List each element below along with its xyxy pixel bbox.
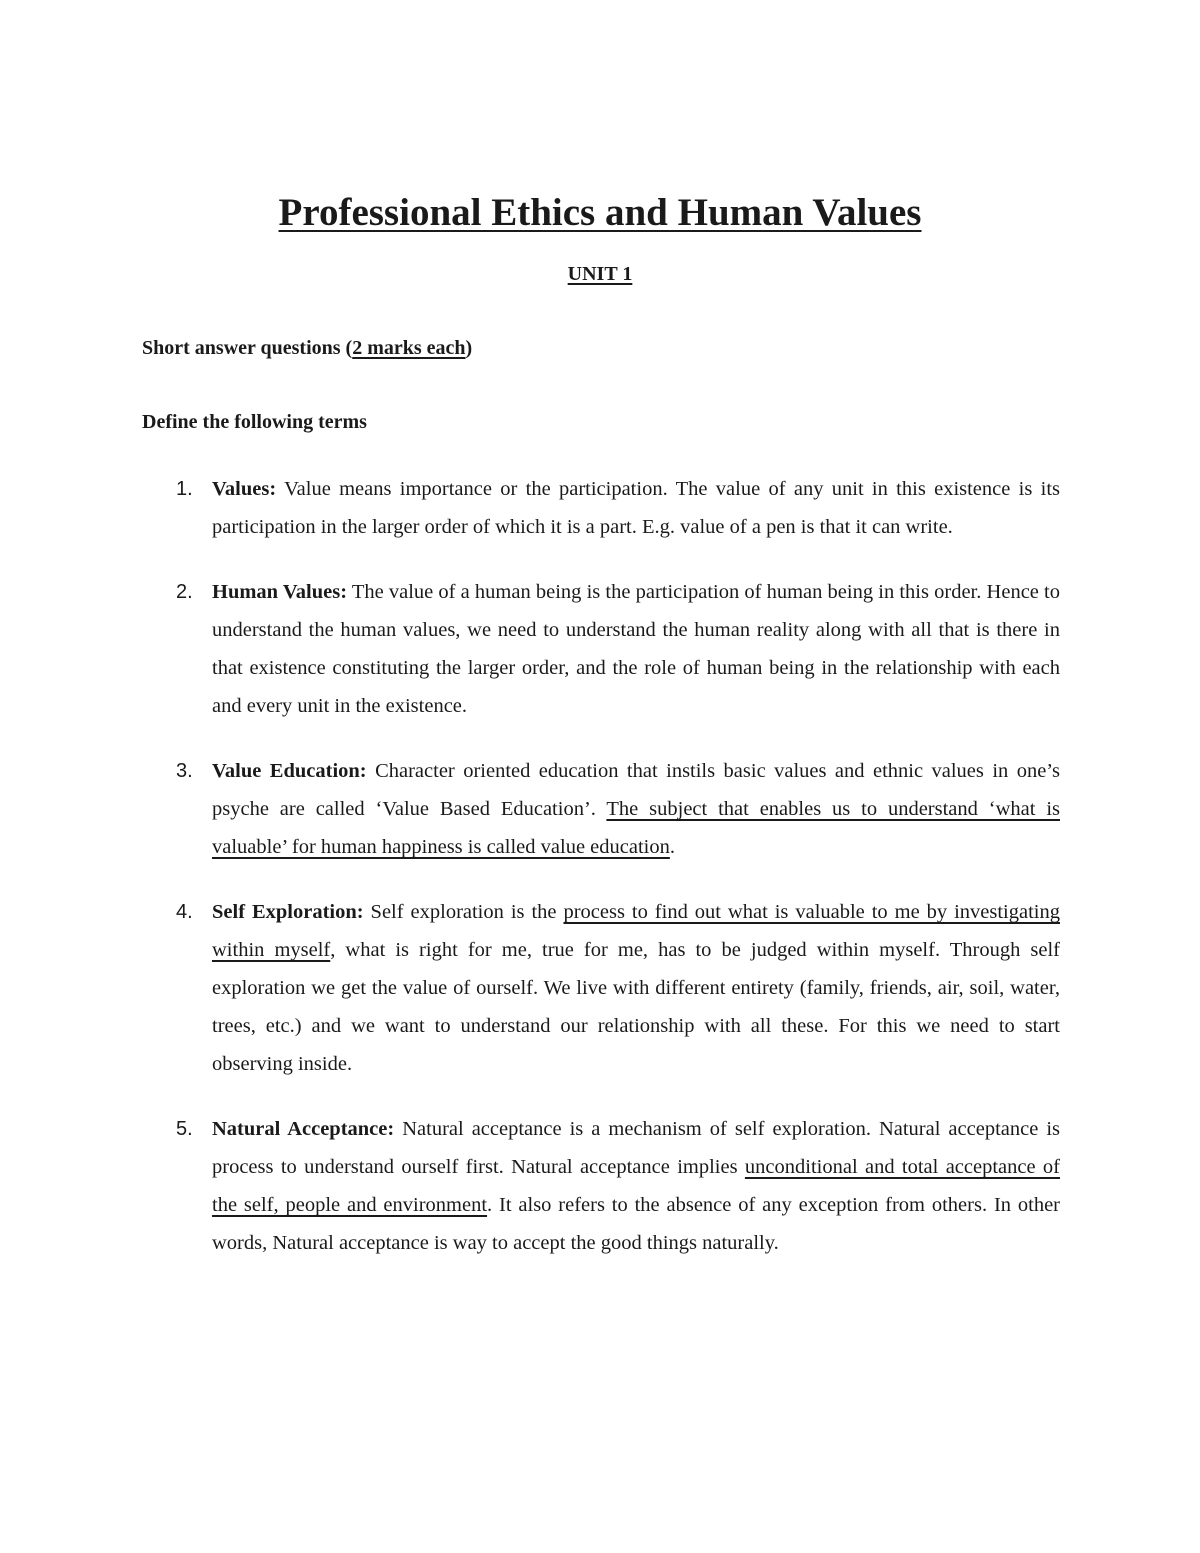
terms-list (0, 470, 1200, 1289)
document-title: Professional Ethics and Human Values (278, 191, 922, 234)
term-definition-underlined: unconditional and total acceptance of the self, people and environment (212, 1156, 1060, 1216)
term-definition: Value means importance or the participation. The value of any unit in this existence is its participation in the larger order of which it is a part. E.g. value of a pen is that it can write. (212, 478, 1060, 538)
term-definition-end: . (669, 836, 675, 858)
term-label: Human Values: (212, 581, 348, 603)
term-label: Self Exploration: (212, 901, 364, 923)
term-definition-end: . It also refers to the absence of any exception from others. In other words, Natural acceptance is way to accept the good things naturally. (212, 1194, 1060, 1254)
instruction-heading: Define the following terms (142, 411, 367, 433)
term-number: 3. (176, 760, 193, 782)
term-self-exploration (176, 893, 1061, 1083)
term-number: 5. (176, 1118, 193, 1140)
term-number: 4. (176, 901, 193, 923)
term-definition-underlined: process to find out what is valuable to me by investigating within myself (212, 901, 1060, 961)
term-definition: The value of a human being is the participation of human being in this order. Hence to understand the human values, we need to understand the human reality along with all that is there in that existence constituting the larger order, and the role of human being in the relationship with each and every unit in the existence. (212, 581, 1060, 717)
term-label: Values: (212, 478, 277, 500)
section-heading-prefix: Short answer questions ( (142, 337, 353, 359)
term-definition-end: , what is right for me, true for me, has to be judged within myself. Through self exploration we get the value of ourself. We live with different entirety (family, friends, air, soil, water, trees, etc.) and we want to understand our relationship with all these. For this we need to start observing inside. (212, 939, 1061, 1075)
term-human-values (176, 573, 1060, 725)
section-heading-suffix: ) (465, 337, 473, 359)
unit-heading: UNIT 1 (567, 263, 633, 285)
term-definition: Self exploration is the (363, 901, 564, 923)
term-natural-acceptance (176, 1110, 1061, 1262)
term-definition-underlined: The subject that enables us to understand ‘what is valuable’ for human happiness is called value education (212, 798, 1060, 858)
term-label: Natural Acceptance: (212, 1118, 395, 1140)
term-definition: Natural acceptance is a mechanism of self exploration. Natural acceptance is process to understand ourself first. Natural acceptance implies (212, 1118, 1061, 1178)
term-definition: Character oriented education that instils basic values and ethnic values in one’s psyche are called ‘Value Based Education’. (212, 760, 1060, 820)
term-value-education (176, 752, 1060, 866)
term-number: 2. (176, 581, 193, 603)
section-marks: 2 marks each (352, 337, 466, 359)
section-heading (142, 337, 472, 360)
term-number: 1. (176, 478, 193, 500)
term-label: Value Education: (212, 760, 367, 782)
term-values (176, 470, 1060, 546)
